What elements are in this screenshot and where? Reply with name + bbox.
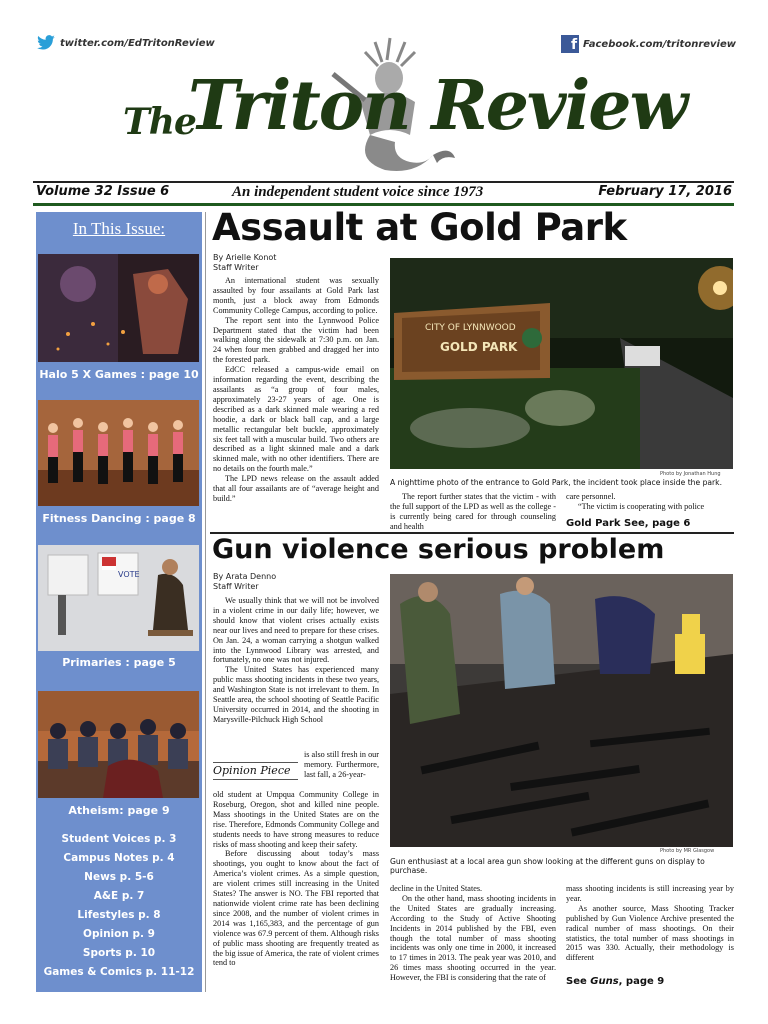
feature-caption-halo[interactable]: Halo 5 X Games : page 10 bbox=[39, 368, 199, 381]
facebook-link[interactable] bbox=[561, 35, 736, 53]
section-link[interactable]: Opinion p. 9 bbox=[83, 928, 155, 940]
article2-column1a bbox=[213, 596, 379, 725]
svg-text:VOTE: VOTE bbox=[118, 570, 140, 579]
paragraph: mass shooting incidents is still increasing year by year. bbox=[566, 884, 734, 903]
byline-name: By Arielle Konot bbox=[213, 253, 277, 262]
photo-caption: Gun enthusiast at a local area gun show looking at the different guns on display to purchase. bbox=[390, 857, 705, 875]
article2-column1b bbox=[213, 790, 379, 968]
masthead-rule-top bbox=[33, 181, 734, 183]
article2-wrap-text: is also still fresh in our memory. Furthermore, last fall, a 26-year- bbox=[304, 750, 379, 779]
section-link[interactable]: News p. 5-6 bbox=[84, 871, 154, 883]
section-link[interactable]: Sports p. 10 bbox=[82, 947, 156, 959]
twitter-bird-icon bbox=[36, 35, 56, 51]
paragraph: On the other hand, mass shooting incidents in the United States are gradually increasing. According to the Study of Active Shooting Incidents in 2014 published by the FBI, even though the total number of mass shooting incidents was only one time in 2000, it increased to 17 times in 2013. The peak year was 2010, and 26 times mass shooting occurred in the year. However, the FBI is considering that the rate of bbox=[390, 893, 556, 983]
article1-column2 bbox=[390, 492, 556, 532]
opinion-piece-label: Opinion Piece bbox=[213, 764, 291, 777]
twitter-handle: twitter.com/EdTritonReview bbox=[60, 37, 215, 49]
article1-column1 bbox=[213, 276, 379, 504]
byline-role: Staff Writer bbox=[213, 263, 259, 272]
atheism-thumbnail[interactable] bbox=[38, 691, 199, 798]
facebook-icon: f bbox=[561, 35, 579, 53]
article1-byline bbox=[213, 253, 276, 273]
gun-show-photo[interactable] bbox=[390, 574, 733, 847]
gold-park-photo[interactable] bbox=[390, 258, 733, 469]
masthead-title: Triton Review bbox=[188, 66, 687, 146]
paragraph: An international student was sexually assaulted by four assailants at Gold Park last month, just a block away from Edmonds Community College Campus, according to police. bbox=[213, 276, 379, 315]
facebook-handle: Facebook.com/tritonreview bbox=[583, 38, 736, 50]
article2-continue-link[interactable] bbox=[566, 976, 664, 987]
section-link[interactable]: Student Voices p. 3 bbox=[61, 833, 177, 845]
primaries-thumbnail[interactable] bbox=[38, 545, 199, 651]
article2-byline bbox=[213, 572, 276, 592]
article2-column3 bbox=[566, 884, 734, 963]
opinion-rule-top bbox=[213, 762, 298, 763]
paragraph: care personnel. bbox=[566, 492, 616, 501]
feature-caption-atheism[interactable]: Atheism: page 9 bbox=[68, 804, 170, 817]
section-link[interactable]: Games & Comics p. 11-12 bbox=[43, 966, 195, 978]
sidebar-heading: In This Issue: bbox=[72, 219, 166, 238]
sign-city: CITY OF LYNNWOOD bbox=[425, 323, 516, 333]
continue-suffix: , page 9 bbox=[618, 976, 665, 987]
paragraph: The report sent into the Lynnwood Police Department stated that the victim had been walking along the sidewalk at 7:30 p.m. on Jan. 24 when four men grabbed and dragged her into the forested park. bbox=[213, 315, 379, 365]
paragraph: Before discussing about today’s mass shootings, you ought to know about the fact of America’s violent crimes. As a simple question, are violent crimes still increasing in the United States? The answer is NO. The FBI reported that nationwide violent crime rate has been declining since 2008, and the number of violent crimes in 2014 was 1,165,383, and the percentage of gun violence was 67.9 percent of them. Although risks of public mass shooting are frequently treated as the big issue of America, the rate of violent crimes tend to bbox=[213, 849, 379, 968]
sign-park: GOLD PARK bbox=[440, 340, 518, 354]
paragraph: The United States has experienced many public mass shooting incidents in these two years, and Washington State is not irrelevant to them. In Seattle area, the school shooting of Seattle Pacific University occurred in 2014, and the shooting in Marysville-Pilchuck High School bbox=[213, 665, 379, 724]
section-link[interactable]: Lifestyles p. 8 bbox=[77, 909, 161, 921]
photo-caption: A nighttime photo of the entrance to Gold Park, the incident took place inside the park. bbox=[390, 478, 722, 487]
article2-column2 bbox=[390, 884, 556, 983]
continue-title: Guns bbox=[590, 976, 619, 987]
byline-role: Staff Writer bbox=[213, 582, 259, 591]
section-link[interactable]: Campus Notes p. 4 bbox=[63, 852, 175, 864]
article1-headline[interactable]: Assault at Gold Park bbox=[212, 206, 627, 249]
section-link[interactable]: A&E p. 7 bbox=[93, 890, 145, 902]
continue-prefix: See bbox=[566, 976, 591, 987]
feature-caption-primaries[interactable]: Primaries : page 5 bbox=[62, 656, 176, 669]
article1-continue-link[interactable]: Gold Park See, page 6 bbox=[566, 518, 691, 529]
feature-caption-fitness[interactable]: Fitness Dancing : page 8 bbox=[42, 512, 196, 525]
masthead-the: The bbox=[123, 101, 196, 143]
tagline: An independent student voice since 1973 bbox=[232, 184, 484, 200]
article1-column3 bbox=[566, 492, 734, 512]
paragraph: The report further states that the victim - with the full support of the LPD as well as the college - is currently being cared for through counseling and health bbox=[390, 492, 556, 531]
paragraph: We usually think that we will not be involved in a violent crime in our daily life; however, we should know that violent crises actually exists near our lives and need to prepare for these crises. On Jan. 24, a woman carrying a shotgun walked into the Lynnwood Library was arrested, and fortunately, no one was not injured. bbox=[213, 596, 379, 665]
byline-name: By Arata Denno bbox=[213, 572, 277, 581]
photo-credit: Photo by Jonathan Hung bbox=[660, 471, 721, 477]
issue-date: February 17, 2016 bbox=[598, 184, 732, 199]
paragraph: EdCC released a campus-wide email on information regarding the event, describing the assailants as “a group of four males, approximately 23-27 years of age. One is described as a dark skinned male wearing a red hoodie, a dark or black ball cap, and a large metallic rectangular belt buckle, approximately six feet tall with a muscular build. Two others are described as a light skinned male and a dark skinned male, with no other identifiers. There are no details on the fourth male.” bbox=[213, 365, 379, 474]
paragraph: The LPD news release on the assault added that all four assailants are of “average height and build.” bbox=[213, 474, 379, 503]
halo-thumbnail[interactable] bbox=[38, 254, 199, 362]
paragraph: decline in the United States. bbox=[390, 884, 483, 893]
photo-credit: Photo by MR Glasgow bbox=[660, 848, 715, 854]
paragraph: “The victim is cooperating with police bbox=[578, 501, 705, 511]
opinion-rule-bottom bbox=[213, 779, 298, 780]
twitter-link[interactable] bbox=[36, 35, 215, 51]
volume-issue: Volume 32 Issue 6 bbox=[36, 184, 170, 199]
fitness-dancing-thumbnail[interactable] bbox=[38, 400, 199, 506]
column-divider bbox=[205, 212, 206, 992]
article2-headline[interactable]: Gun violence serious problem bbox=[212, 534, 665, 565]
section-index bbox=[36, 830, 202, 982]
paragraph: old student at Umpqua Community College in Roseburg, Oregon, shot and killed nine people. Mass shootings in the United States are on the rise. Therefore, Edmonds Community College and students needs to have strong measures to reduce risks of mass shooting and keep their safety. bbox=[213, 790, 379, 849]
paragraph: As another source, Mass Shooting Tracker published by Gun Violence Archive presented the radical number of mass shootings. On their statistics, the total number of mass shootings in 2015 was 330. Actually, their methodology is different bbox=[566, 903, 734, 963]
